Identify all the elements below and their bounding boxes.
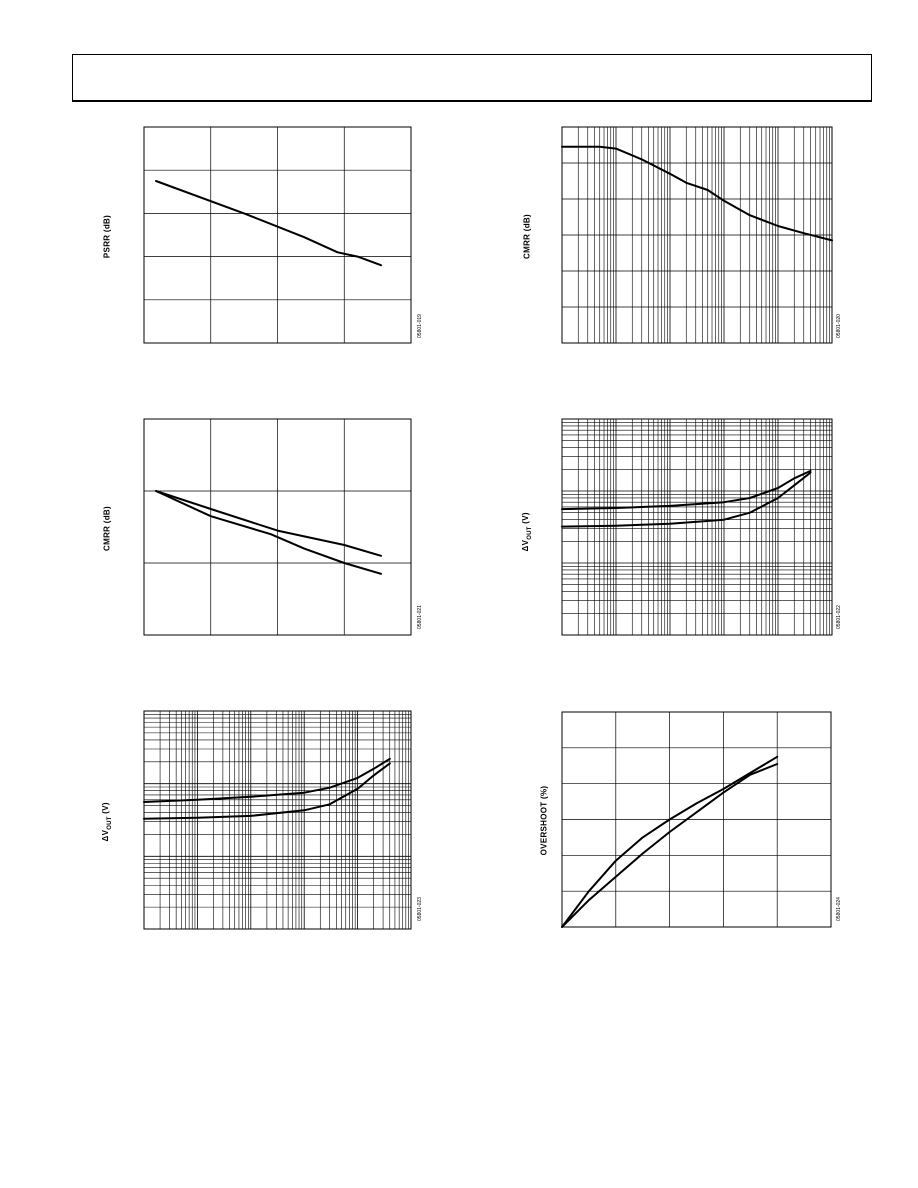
figure-id: 05801-023	[417, 897, 423, 921]
y-axis-label: $\Delta V_{OUT}$ (V)	[521, 512, 533, 552]
gridlines	[562, 419, 832, 635]
y-axis-label: PSRR (dB)	[102, 214, 112, 259]
gridlines	[144, 127, 411, 343]
series-line	[156, 491, 381, 556]
figure-id: 05801-022	[836, 605, 842, 629]
plot-area	[144, 419, 411, 635]
gridlines	[562, 712, 831, 927]
gridlines	[144, 711, 411, 929]
gridlines	[562, 127, 832, 343]
plot-area	[144, 711, 411, 929]
page-header-frame	[72, 54, 872, 102]
plot-area	[562, 419, 832, 635]
plot-frame	[144, 711, 411, 929]
figure-id: 05801-020	[836, 314, 842, 338]
series-line	[156, 491, 381, 574]
y-axis-label: CMRR (dB)	[522, 214, 532, 259]
y-axis-label: $\Delta V_{OUT}$ (V)	[101, 802, 113, 842]
figure-id: 05801-024	[836, 897, 842, 921]
series-line	[562, 147, 832, 241]
series-line	[156, 181, 381, 265]
plot-area	[562, 127, 832, 343]
figure-id: 05801-019	[417, 314, 423, 338]
plot-area	[144, 127, 411, 343]
y-axis-label: CMRR (dB)	[102, 506, 112, 551]
y-axis-label: OVERSHOOT (%)	[539, 785, 549, 856]
plot-frame	[562, 419, 832, 635]
plot-area	[562, 712, 831, 927]
figure-id: 05801-021	[417, 605, 423, 629]
gridlines	[144, 419, 411, 635]
